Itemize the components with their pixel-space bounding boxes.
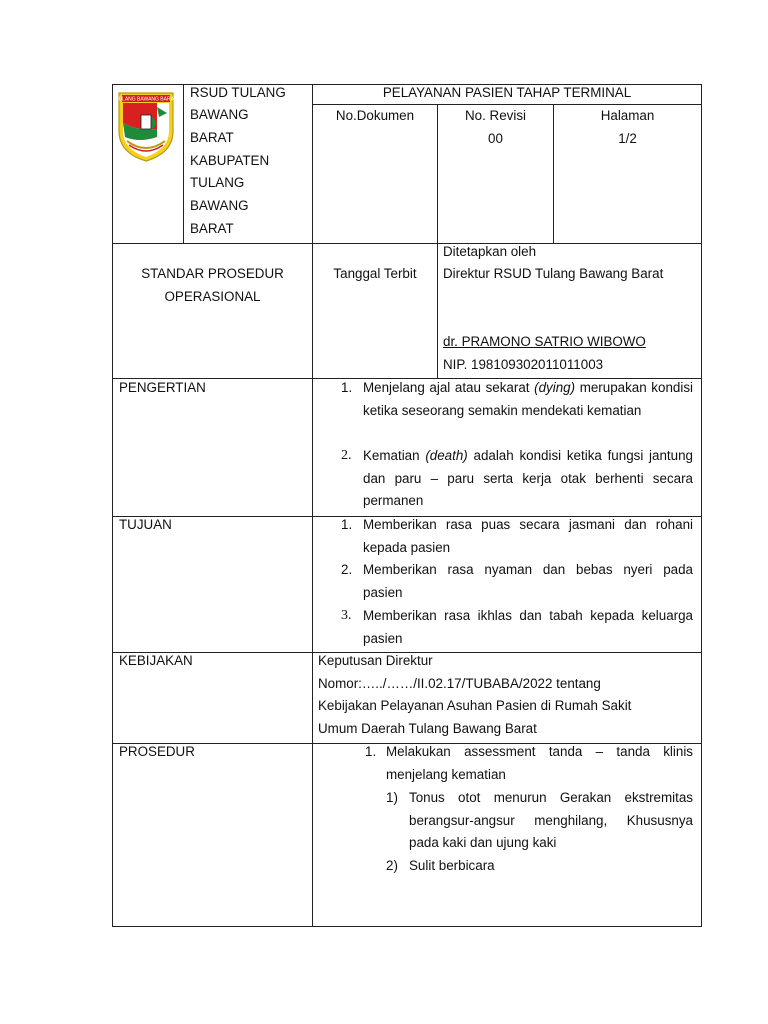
- pengertian-item-2: Kematian (death) adalah kondisi ketika fungsi jantung dan paru – paru serta kerja otak berhenti secara permanen: [363, 448, 693, 509]
- kebijakan-line-3: Kebijakan Pelayanan Asuhan Pasien di Rumah Sakit: [318, 698, 632, 713]
- direktur-title: Direktur RSUD Tulang Bawang Barat: [443, 266, 664, 281]
- no-revisi-label: No. Revisi: [464, 108, 527, 123]
- kebijakan-label: KEBIJAKAN: [119, 653, 193, 668]
- hospital-name-line-1: RSUD TULANG: [190, 85, 286, 100]
- prosedur-sub-2: Sulit berbicara: [409, 858, 495, 873]
- direktur-nip: NIP. 198109302011011003: [443, 357, 604, 372]
- table-border-bottom: [112, 926, 702, 927]
- tujuan-item-3-number: 3.: [341, 608, 352, 623]
- logo-divider: [183, 84, 184, 244]
- kebijakan-line-2: Nomor:…../……/II.02.17/TUBABA/2022 tentang: [318, 676, 601, 691]
- hospital-name-line-2: BAWANG: [190, 107, 249, 122]
- pengertian-item-2-number: 2.: [341, 448, 352, 463]
- halaman-value: 1/2: [618, 131, 637, 146]
- document-title: PELAYANAN PASIEN TAHAP TERMINAL: [382, 85, 632, 100]
- pengertian-item-1: Menjelang ajal atau sekarat (dying) merupakan kondisi ketika seseorang semakin mendekati kematian: [363, 380, 693, 418]
- prosedur-sub-1: Tonus otot menurun Gerakan ekstremitas berangsur-angsur menghilang, Khususnya pada kaki dan ujung kaki: [409, 790, 693, 851]
- sop-label-line-2: OPERASIONAL: [164, 289, 261, 304]
- header-bottom-border: [112, 243, 702, 244]
- no-dokumen-label: No.Dokumen: [335, 108, 415, 123]
- table-border-left: [112, 84, 113, 927]
- table-border-right: [701, 84, 702, 927]
- direktur-name: dr. PRAMONO SATRIO WIBOWO: [443, 334, 646, 349]
- halaman-label: Halaman: [600, 108, 655, 123]
- ditetapkan-label: Ditetapkan oleh: [443, 244, 537, 259]
- tujuan-item-2: Memberikan rasa nyaman dan bebas nyeri pada pasien: [363, 562, 693, 600]
- tanggal-terbit-label: Tanggal Terbit: [333, 266, 417, 281]
- pengertian-label: PENGERTIAN: [119, 380, 206, 395]
- label-column-divider: [312, 84, 313, 927]
- prosedur-sub-2-number: 2): [386, 858, 398, 873]
- prosedur-sub-1-number: 1): [386, 790, 398, 805]
- hospital-name-line-7: BARAT: [190, 221, 234, 236]
- prosedur-label: PROSEDUR: [119, 744, 195, 759]
- pengertian-item-1-number: 1.: [341, 380, 353, 395]
- hospital-name-line-4: KABUPATEN: [190, 153, 270, 168]
- hospital-name-line-6: BAWANG: [190, 198, 249, 213]
- tujuan-item-1: Memberikan rasa puas secara jasmani dan rohani kepada pasien: [363, 517, 693, 555]
- sop-label-line-1: STANDAR PROSEDUR: [141, 266, 284, 281]
- prosedur-item-1: Melakukan assessment tanda – tanda klinis menjelang kematian: [386, 744, 693, 782]
- tujuan-item-2-number: 2.: [341, 562, 353, 577]
- kebijakan-line-4: Umum Daerah Tulang Bawang Barat: [318, 721, 537, 736]
- hospital-logo: [117, 91, 175, 163]
- hospital-name-line-5: TULANG: [190, 175, 245, 190]
- svg-text:TULANG BAWANG BARAT: TULANG BAWANG BARAT: [117, 96, 175, 103]
- kebijakan-line-1: Keputusan Direktur: [318, 653, 433, 668]
- prosedur-item-1-number: 1.: [365, 744, 377, 759]
- tujuan-item-3: Memberikan rasa ikhlas dan tabah kepada keluarga pasien: [363, 608, 693, 646]
- no-revisi-value: 00: [488, 131, 503, 146]
- tujuan-item-1-number: 1.: [341, 517, 353, 532]
- tujuan-label: TUJUAN: [119, 517, 172, 532]
- hospital-name-line-3: BARAT: [190, 130, 234, 145]
